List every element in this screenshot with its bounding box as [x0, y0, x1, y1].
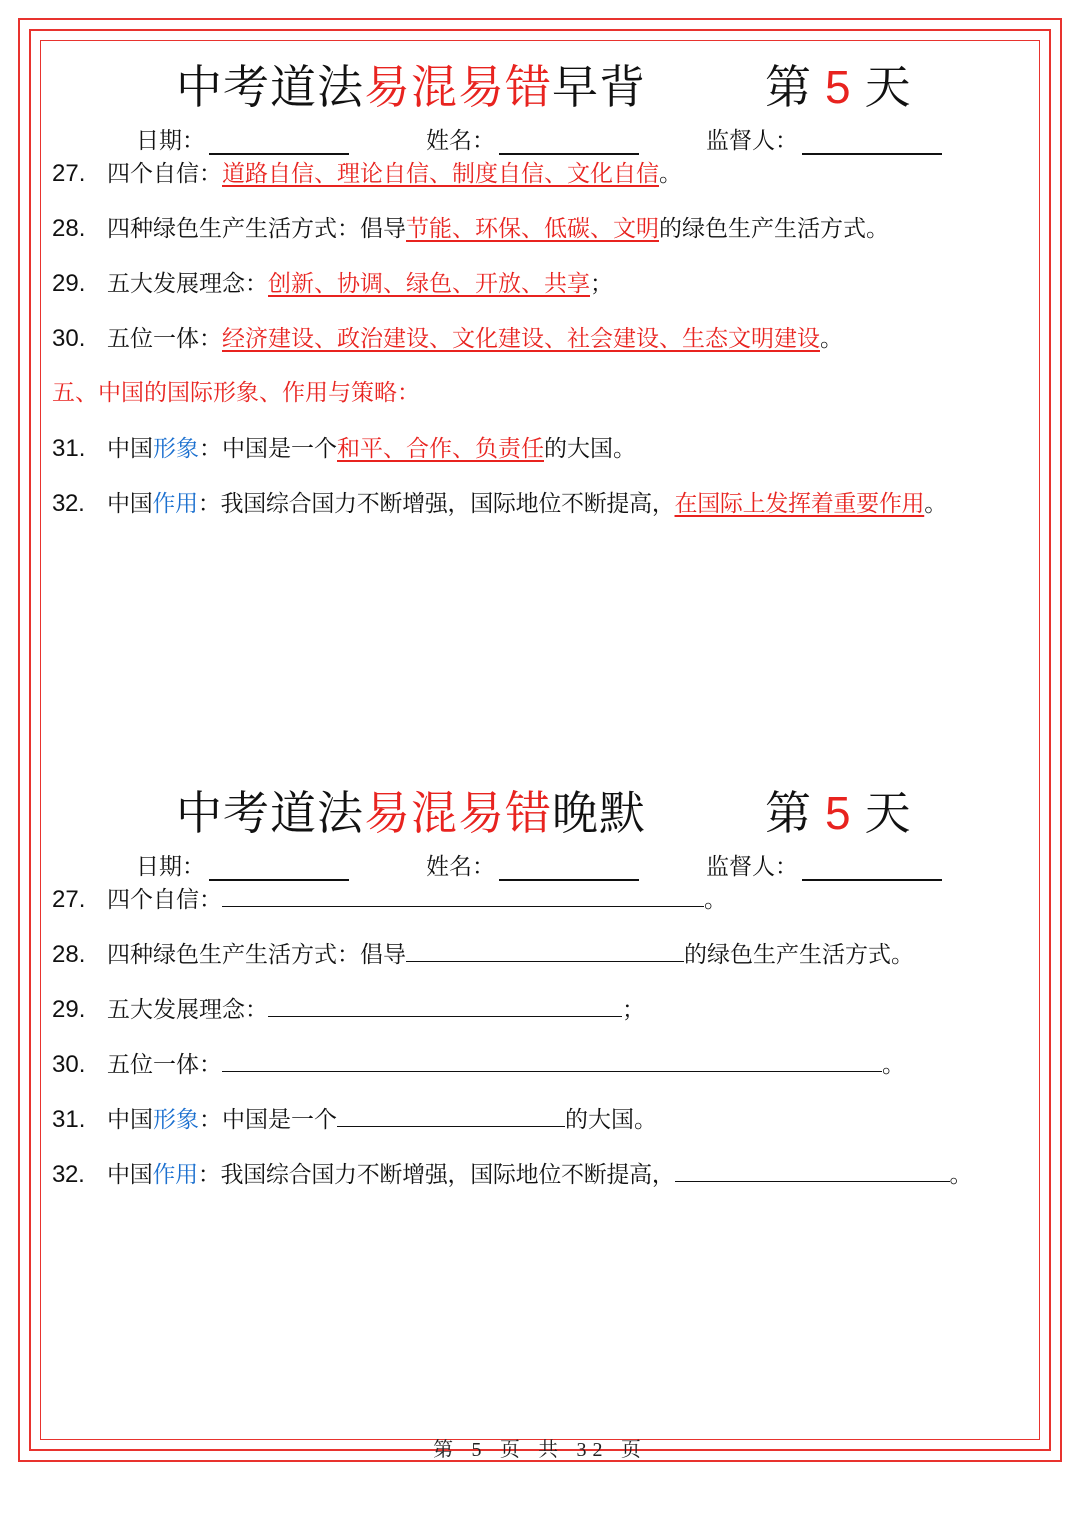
answer-blank[interactable] [406, 937, 684, 962]
day-number: 5 [825, 61, 851, 113]
item-label: 四个自信： [107, 161, 222, 187]
evening-day [765, 778, 911, 848]
supervisor-field[interactable] [706, 122, 942, 155]
title-prefix: 中考道法 [176, 786, 364, 840]
day-suffix: 天 [864, 60, 911, 114]
date-label: 日期： [136, 128, 205, 154]
list-item [52, 431, 1042, 486]
item-label: 五位一体： [107, 1052, 222, 1078]
list-item [52, 321, 1042, 376]
item-number: 29. [52, 996, 86, 1023]
page-number: 5 [471, 1439, 488, 1461]
item-number: 32. [52, 1161, 85, 1188]
list-item [52, 211, 1042, 266]
item-number: 28. [52, 215, 86, 242]
item-mid: ：我国综合国力不断增强，国际地位不断提高， [197, 491, 675, 517]
item-label: 四种绿色生产生活方式：倡导 [107, 216, 406, 242]
list-item [52, 882, 1042, 937]
item-label: 五位一体： [107, 326, 222, 352]
list-item [52, 937, 1042, 992]
item-end: 。 [924, 491, 947, 517]
supervisor-field[interactable] [706, 848, 942, 881]
footer-suffix: 页 [620, 1437, 647, 1461]
item-number: 30. [52, 325, 86, 352]
item-end: 。 [659, 161, 682, 187]
item-number: 32. [52, 490, 85, 517]
item-label: 四种绿色生产生活方式：倡导 [107, 942, 406, 968]
list-item [52, 1157, 1042, 1212]
item-answer: 节能、环保、低碳、文明 [406, 216, 659, 242]
item-answer: 在国际上发挥着重要作用 [674, 491, 925, 517]
item-answer: 创新、协调、绿色、开放、共享 [268, 271, 590, 297]
footer-prefix: 第 [433, 1437, 460, 1461]
item-label: 五大发展理念： [107, 997, 268, 1023]
item-keyword: 作用 [152, 1162, 198, 1188]
title-suffix: 晚默 [552, 786, 646, 840]
item-pre: 中国 [107, 1162, 153, 1188]
day-number: 5 [825, 787, 851, 839]
item-end: ； [590, 271, 613, 297]
footer-middle: 页 共 [499, 1437, 565, 1461]
item-answer: 经济建设、政治建设、文化建设、社会建设、生态文明建设 [222, 326, 820, 352]
item-label: 四个自信： [107, 887, 222, 913]
morning-title [176, 52, 646, 122]
name-label: 姓名： [426, 854, 495, 880]
title-highlight: 易混易错 [364, 60, 552, 114]
item-end: 的绿色生产生活方式。 [684, 942, 914, 968]
morning-meta [0, 122, 1080, 156]
item-end: 。 [704, 887, 727, 913]
item-end: 的绿色生产生活方式。 [659, 216, 889, 242]
item-answer: 道路自信、理论自信、制度自信、文化自信 [222, 161, 659, 187]
date-label: 日期： [136, 854, 205, 880]
item-end: ； [622, 997, 645, 1023]
section-heading: 五、中国的国际形象、作用与策略： [52, 380, 420, 406]
title-suffix: 早背 [552, 60, 646, 114]
item-keyword: 作用 [152, 491, 198, 517]
date-field[interactable] [136, 848, 349, 881]
list-item [52, 266, 1042, 321]
supervisor-blank[interactable] [802, 127, 942, 155]
item-pre: 中国 [107, 491, 153, 517]
supervisor-blank[interactable] [802, 853, 942, 881]
answer-blank[interactable] [268, 992, 622, 1017]
item-number: 30. [52, 1051, 86, 1078]
item-mid: ：中国是一个 [199, 436, 337, 462]
item-number: 31. [52, 1106, 86, 1133]
item-end: 。 [820, 326, 843, 352]
item-keyword: 形象 [153, 436, 199, 462]
total-pages: 32 [576, 1439, 609, 1461]
answer-blank[interactable] [337, 1102, 565, 1127]
item-number: 29. [52, 270, 86, 297]
item-mid: ：中国是一个 [199, 1107, 337, 1133]
supervisor-label: 监督人： [706, 854, 798, 880]
item-end: 的大国。 [544, 436, 636, 462]
item-number: 31. [52, 435, 86, 462]
date-blank[interactable] [209, 127, 349, 155]
item-pre: 中国 [107, 1107, 153, 1133]
item-mid: ：我国综合国力不断增强，国际地位不断提高， [197, 1162, 675, 1188]
page-footer [0, 1433, 1080, 1462]
answer-blank[interactable] [222, 882, 704, 907]
list-item [52, 486, 1042, 541]
name-field[interactable] [426, 122, 639, 155]
item-end: 。 [949, 1162, 973, 1188]
list-item [52, 156, 1042, 211]
list-item [52, 992, 1042, 1047]
name-label: 姓名： [426, 128, 495, 154]
name-blank[interactable] [499, 853, 639, 881]
item-number: 27. [52, 160, 86, 187]
item-number: 28. [52, 941, 86, 968]
supervisor-label: 监督人： [706, 128, 798, 154]
title-highlight: 易混易错 [364, 786, 552, 840]
day-prefix: 第 [765, 60, 811, 114]
item-answer: 和平、合作、负责任 [337, 436, 544, 462]
answer-blank[interactable] [675, 1157, 950, 1182]
date-field[interactable] [136, 122, 349, 155]
morning-day [765, 52, 911, 122]
item-pre: 中国 [107, 436, 153, 462]
title-prefix: 中考道法 [176, 60, 364, 114]
name-blank[interactable] [499, 127, 639, 155]
item-end: 的大国。 [565, 1107, 657, 1133]
list-item [52, 1047, 1042, 1102]
item-keyword: 形象 [153, 1107, 199, 1133]
list-item [52, 1102, 1042, 1157]
morning-items [52, 156, 1042, 541]
evening-items [52, 882, 1042, 1212]
name-field[interactable] [426, 848, 639, 881]
item-end: 。 [882, 1052, 905, 1078]
item-number: 27. [52, 886, 86, 913]
day-suffix: 天 [864, 786, 911, 840]
answer-blank[interactable] [222, 1047, 882, 1072]
day-prefix: 第 [765, 786, 811, 840]
evening-title [176, 778, 646, 848]
evening-meta [0, 848, 1080, 882]
item-label: 五大发展理念： [107, 271, 268, 297]
date-blank[interactable] [209, 853, 349, 881]
